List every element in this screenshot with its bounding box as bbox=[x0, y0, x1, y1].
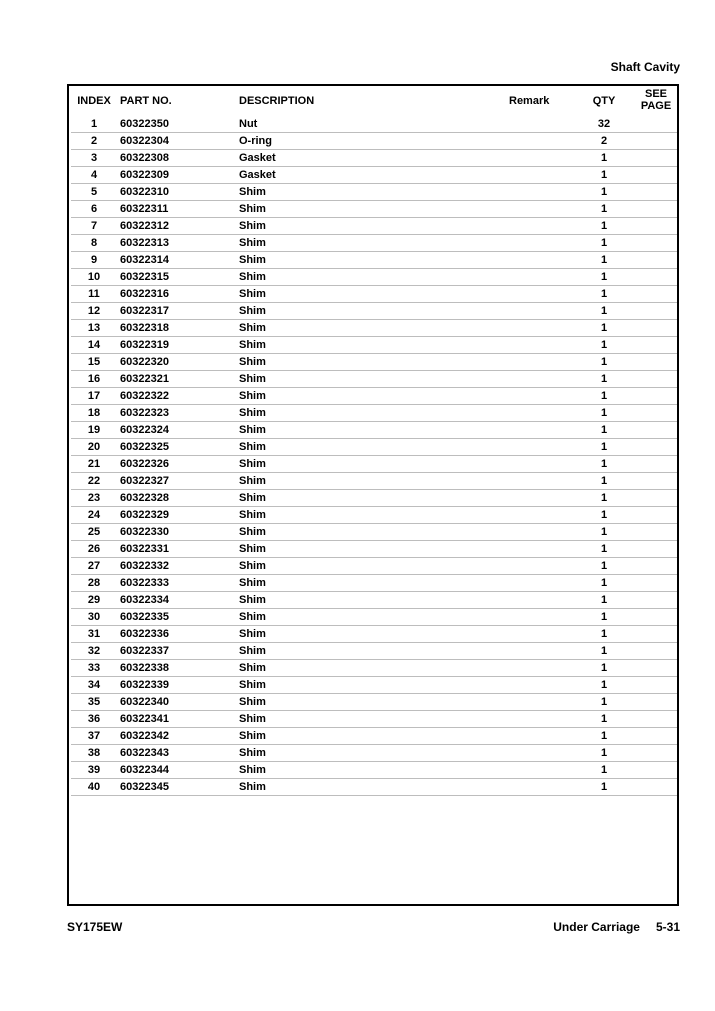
column-header-remark: Remark bbox=[509, 95, 550, 107]
row-part-no: 60322330 bbox=[120, 526, 169, 538]
row-part-no: 60322339 bbox=[120, 679, 169, 691]
row-qty: 1 bbox=[600, 305, 608, 317]
row-qty: 1 bbox=[600, 560, 608, 572]
column-header-description: DESCRIPTION bbox=[239, 95, 315, 107]
row-index: 39 bbox=[87, 764, 101, 776]
row-qty: 1 bbox=[600, 407, 608, 419]
row-part-no: 60322313 bbox=[120, 237, 169, 249]
row-index: 24 bbox=[87, 509, 101, 521]
row-qty: 1 bbox=[600, 152, 608, 164]
footer-page-number: 5-31 bbox=[655, 920, 680, 934]
row-index: 26 bbox=[87, 543, 101, 555]
table-row bbox=[69, 252, 677, 269]
row-qty: 1 bbox=[600, 696, 608, 708]
table-row bbox=[69, 167, 677, 184]
row-part-no: 60322334 bbox=[120, 594, 169, 606]
row-qty: 1 bbox=[600, 475, 608, 487]
table-row bbox=[69, 286, 677, 303]
table-row bbox=[69, 643, 677, 660]
row-part-no: 60322310 bbox=[120, 186, 169, 198]
table-row bbox=[69, 405, 677, 422]
table-row bbox=[69, 762, 677, 779]
row-description: Shim bbox=[239, 339, 266, 351]
row-qty: 1 bbox=[600, 288, 608, 300]
row-part-no: 60322336 bbox=[120, 628, 169, 640]
row-description: Shim bbox=[239, 186, 266, 198]
row-description: Shim bbox=[239, 356, 266, 368]
row-qty: 1 bbox=[600, 713, 608, 725]
table-row bbox=[69, 694, 677, 711]
row-index: 14 bbox=[87, 339, 101, 351]
table-row bbox=[69, 303, 677, 320]
row-part-no: 60322328 bbox=[120, 492, 169, 504]
row-description: Shim bbox=[239, 662, 266, 674]
table-row bbox=[69, 388, 677, 405]
row-qty: 1 bbox=[600, 373, 608, 385]
table-row bbox=[69, 728, 677, 745]
row-qty: 1 bbox=[600, 611, 608, 623]
row-part-no: 60322340 bbox=[120, 696, 169, 708]
row-qty: 1 bbox=[600, 577, 608, 589]
row-description: Shim bbox=[239, 390, 266, 402]
table-row bbox=[69, 371, 677, 388]
table-row bbox=[69, 779, 677, 796]
row-qty: 1 bbox=[600, 645, 608, 657]
row-part-no: 60322329 bbox=[120, 509, 169, 521]
row-index: 31 bbox=[87, 628, 101, 640]
row-index: 32 bbox=[87, 645, 101, 657]
row-description: Shim bbox=[239, 220, 266, 232]
row-qty: 1 bbox=[600, 747, 608, 759]
row-qty: 1 bbox=[600, 662, 608, 674]
row-index: 38 bbox=[87, 747, 101, 759]
table-body bbox=[69, 116, 677, 796]
row-part-no: 60322327 bbox=[120, 475, 169, 487]
row-qty: 1 bbox=[600, 322, 608, 334]
row-description: Gasket bbox=[239, 152, 276, 164]
table-row bbox=[69, 218, 677, 235]
table-row bbox=[69, 184, 677, 201]
row-qty: 1 bbox=[600, 390, 608, 402]
row-description: Shim bbox=[239, 730, 266, 742]
row-qty: 1 bbox=[600, 628, 608, 640]
row-index: 25 bbox=[87, 526, 101, 538]
row-part-no: 60322309 bbox=[120, 169, 169, 181]
parts-table bbox=[67, 84, 679, 906]
row-qty: 32 bbox=[597, 118, 611, 130]
row-description: Shim bbox=[239, 237, 266, 249]
row-description: O-ring bbox=[239, 135, 272, 147]
row-description: Shim bbox=[239, 271, 266, 283]
row-index: 36 bbox=[87, 713, 101, 725]
row-index: 30 bbox=[87, 611, 101, 623]
row-index: 16 bbox=[87, 373, 101, 385]
row-index: 21 bbox=[87, 458, 101, 470]
row-qty: 1 bbox=[600, 441, 608, 453]
row-description: Shim bbox=[239, 577, 266, 589]
table-row bbox=[69, 490, 677, 507]
row-qty: 1 bbox=[600, 203, 608, 215]
row-qty: 1 bbox=[600, 254, 608, 266]
table-row bbox=[69, 592, 677, 609]
row-index: 5 bbox=[90, 186, 98, 198]
table-row bbox=[69, 201, 677, 218]
row-index: 12 bbox=[87, 305, 101, 317]
table-row bbox=[69, 354, 677, 371]
section-title: Shaft Cavity bbox=[610, 60, 680, 74]
row-part-no: 60322324 bbox=[120, 424, 169, 436]
row-index: 8 bbox=[90, 237, 98, 249]
row-description: Shim bbox=[239, 305, 266, 317]
row-description: Shim bbox=[239, 764, 266, 776]
table-row bbox=[69, 711, 677, 728]
row-part-no: 60322312 bbox=[120, 220, 169, 232]
row-qty: 1 bbox=[600, 220, 608, 232]
table-row bbox=[69, 558, 677, 575]
row-description: Shim bbox=[239, 781, 266, 793]
row-description: Shim bbox=[239, 424, 266, 436]
row-index: 40 bbox=[87, 781, 101, 793]
row-description: Shim bbox=[239, 543, 266, 555]
row-part-no: 60322318 bbox=[120, 322, 169, 334]
row-index: 11 bbox=[88, 288, 100, 300]
table-row bbox=[69, 320, 677, 337]
table-row bbox=[69, 507, 677, 524]
row-part-no: 60322343 bbox=[120, 747, 169, 759]
table-row bbox=[69, 116, 677, 133]
row-index: 3 bbox=[90, 152, 98, 164]
row-index: 1 bbox=[90, 118, 98, 130]
column-header-part-no: PART NO. bbox=[120, 95, 172, 107]
column-header-index: INDEX bbox=[77, 95, 111, 107]
row-index: 19 bbox=[87, 424, 101, 436]
row-qty: 2 bbox=[600, 135, 608, 147]
row-part-no: 60322335 bbox=[120, 611, 169, 623]
row-part-no: 60322319 bbox=[120, 339, 169, 351]
row-description: Shim bbox=[239, 373, 266, 385]
row-index: 34 bbox=[87, 679, 101, 691]
table-row bbox=[69, 660, 677, 677]
row-description: Shim bbox=[239, 254, 266, 266]
row-index: 4 bbox=[90, 169, 98, 181]
row-index: 17 bbox=[87, 390, 101, 402]
footer-right bbox=[553, 920, 680, 934]
row-index: 15 bbox=[87, 356, 101, 368]
row-part-no: 60322344 bbox=[120, 764, 169, 776]
row-part-no: 60322321 bbox=[120, 373, 169, 385]
row-part-no: 60322333 bbox=[120, 577, 169, 589]
table-row bbox=[69, 439, 677, 456]
row-description: Shim bbox=[239, 560, 266, 572]
row-part-no: 60322332 bbox=[120, 560, 169, 572]
row-description: Shim bbox=[239, 713, 266, 725]
table-row bbox=[69, 626, 677, 643]
row-description: Shim bbox=[239, 509, 266, 521]
column-header-see-page bbox=[635, 88, 677, 112]
table-row bbox=[69, 269, 677, 286]
row-part-no: 60322308 bbox=[120, 152, 169, 164]
row-index: 23 bbox=[87, 492, 101, 504]
table-row bbox=[69, 150, 677, 167]
row-description: Shim bbox=[239, 679, 266, 691]
row-part-no: 60322314 bbox=[120, 254, 169, 266]
row-part-no: 60322325 bbox=[120, 441, 169, 453]
table-row bbox=[69, 235, 677, 252]
row-index: 22 bbox=[87, 475, 101, 487]
row-description: Shim bbox=[239, 288, 266, 300]
table-row bbox=[69, 677, 677, 694]
row-qty: 1 bbox=[600, 764, 608, 776]
row-index: 28 bbox=[87, 577, 101, 589]
row-part-no: 60322337 bbox=[120, 645, 169, 657]
row-description: Shim bbox=[239, 747, 266, 759]
row-part-no: 60322331 bbox=[120, 543, 169, 555]
row-qty: 1 bbox=[600, 271, 608, 283]
row-part-no: 60322341 bbox=[120, 713, 169, 725]
row-index: 18 bbox=[87, 407, 101, 419]
row-qty: 1 bbox=[600, 679, 608, 691]
table-row bbox=[69, 575, 677, 592]
row-qty: 1 bbox=[600, 237, 608, 249]
row-index: 7 bbox=[90, 220, 98, 232]
row-qty: 1 bbox=[600, 424, 608, 436]
footer-model: SY175EW bbox=[67, 920, 123, 934]
row-index: 10 bbox=[87, 271, 101, 283]
column-header-qty: QTY bbox=[592, 95, 616, 107]
row-description: Shim bbox=[239, 475, 266, 487]
row-description: Shim bbox=[239, 492, 266, 504]
table-row bbox=[69, 456, 677, 473]
row-index: 37 bbox=[87, 730, 101, 742]
table-row bbox=[69, 337, 677, 354]
row-index: 6 bbox=[90, 203, 98, 215]
row-description: Gasket bbox=[239, 169, 276, 181]
row-description: Shim bbox=[239, 322, 266, 334]
table-row bbox=[69, 524, 677, 541]
table-row bbox=[69, 541, 677, 558]
row-part-no: 60322304 bbox=[120, 135, 169, 147]
row-qty: 1 bbox=[600, 526, 608, 538]
row-index: 13 bbox=[87, 322, 101, 334]
row-part-no: 60322311 bbox=[120, 203, 169, 215]
row-part-no: 60322316 bbox=[120, 288, 169, 300]
row-part-no: 60322326 bbox=[120, 458, 169, 470]
table-row bbox=[69, 609, 677, 626]
row-part-no: 60322322 bbox=[120, 390, 169, 402]
row-index: 35 bbox=[87, 696, 101, 708]
see-page-line-2: PAGE bbox=[640, 100, 672, 112]
row-part-no: 60322320 bbox=[120, 356, 169, 368]
row-index: 27 bbox=[87, 560, 101, 572]
row-description: Shim bbox=[239, 628, 266, 640]
row-description: Shim bbox=[239, 458, 266, 470]
row-index: 2 bbox=[90, 135, 98, 147]
table-row bbox=[69, 422, 677, 439]
row-index: 33 bbox=[87, 662, 101, 674]
row-description: Shim bbox=[239, 407, 266, 419]
table-header bbox=[69, 86, 677, 116]
footer-chapter: Under Carriage bbox=[553, 920, 640, 934]
row-part-no: 60322317 bbox=[120, 305, 169, 317]
row-description: Shim bbox=[239, 594, 266, 606]
row-qty: 1 bbox=[600, 594, 608, 606]
row-description: Shim bbox=[239, 611, 266, 623]
row-part-no: 60322342 bbox=[120, 730, 169, 742]
row-description: Shim bbox=[239, 696, 266, 708]
table-row bbox=[69, 473, 677, 490]
row-description: Shim bbox=[239, 645, 266, 657]
row-qty: 1 bbox=[600, 169, 608, 181]
row-index: 20 bbox=[87, 441, 101, 453]
row-qty: 1 bbox=[600, 781, 608, 793]
row-part-no: 60322345 bbox=[120, 781, 169, 793]
row-description: Shim bbox=[239, 203, 266, 215]
row-part-no: 60322323 bbox=[120, 407, 169, 419]
table-row bbox=[69, 745, 677, 762]
row-description: Shim bbox=[239, 526, 266, 538]
row-description: Shim bbox=[239, 441, 266, 453]
row-qty: 1 bbox=[600, 730, 608, 742]
table-row bbox=[69, 133, 677, 150]
row-qty: 1 bbox=[600, 339, 608, 351]
row-index: 9 bbox=[90, 254, 98, 266]
row-part-no: 60322315 bbox=[120, 271, 169, 283]
row-index: 29 bbox=[87, 594, 101, 606]
row-description: Nut bbox=[239, 118, 258, 130]
row-qty: 1 bbox=[600, 458, 608, 470]
row-qty: 1 bbox=[600, 186, 608, 198]
row-qty: 1 bbox=[600, 543, 608, 555]
row-part-no: 60322350 bbox=[120, 118, 169, 130]
row-qty: 1 bbox=[600, 492, 608, 504]
row-qty: 1 bbox=[600, 356, 608, 368]
row-part-no: 60322338 bbox=[120, 662, 169, 674]
row-qty: 1 bbox=[600, 509, 608, 521]
see-page-line-1: SEE bbox=[644, 88, 667, 100]
